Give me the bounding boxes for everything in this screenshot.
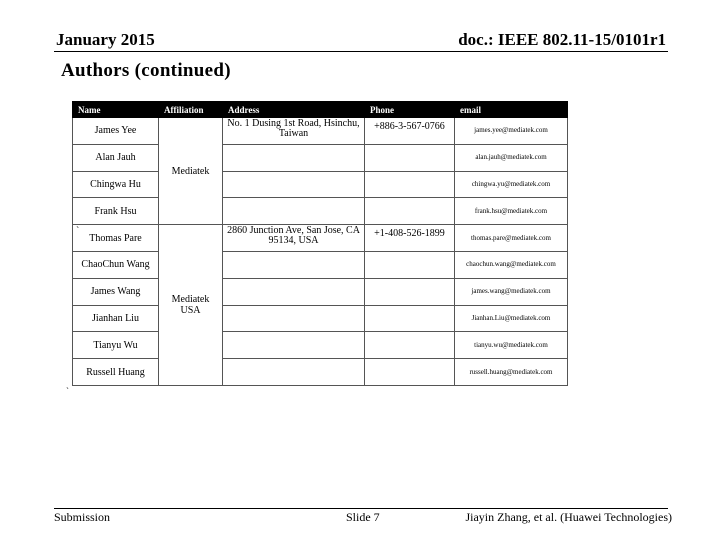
table-header-row <box>73 102 568 118</box>
email-cell: james.wang@mediatek.com <box>455 278 568 305</box>
address-cell <box>223 359 365 386</box>
table-row <box>73 251 568 278</box>
author-name: James Wang <box>73 278 159 305</box>
address-cell <box>223 332 365 359</box>
header-rule <box>54 51 668 52</box>
address-cell: No. 1 Dusing 1st Road, Hsinchu, Taiwan <box>223 118 365 145</box>
authors-table <box>72 101 568 386</box>
address-cell <box>223 144 365 171</box>
table-row <box>73 144 568 171</box>
table-row <box>73 171 568 198</box>
phone-cell <box>365 198 455 225</box>
stray-mark: ` <box>66 386 69 396</box>
address-cell: 2860 Junction Ave, San Jose, CA 95134, USA <box>223 225 365 252</box>
email-cell: Jianhan.Liu@mediatek.com <box>455 305 568 332</box>
table-row <box>73 332 568 359</box>
author-name: Alan Jauh <box>73 144 159 171</box>
table-row <box>73 118 568 145</box>
phone-cell <box>365 251 455 278</box>
table-row <box>73 198 568 225</box>
email-cell: tianyu.wu@mediatek.com <box>455 332 568 359</box>
author-name: Chingwa Hu <box>73 171 159 198</box>
column-header-address: Address <box>223 102 365 118</box>
slide-title: Authors (continued) <box>61 60 231 81</box>
table-row <box>73 225 568 252</box>
address-cell <box>223 251 365 278</box>
phone-cell <box>365 359 455 386</box>
address-cell <box>223 171 365 198</box>
table-row <box>73 278 568 305</box>
footer-rule <box>54 508 668 509</box>
phone-cell <box>365 332 455 359</box>
email-cell: russell.huang@mediatek.com <box>455 359 568 386</box>
author-name: Frank Hsu <box>73 198 159 225</box>
address-cell <box>223 305 365 332</box>
footer-slide-number: Slide 7 <box>346 510 380 524</box>
phone-cell <box>365 278 455 305</box>
table-row <box>73 359 568 386</box>
email-cell: chingwa.yu@mediatek.com <box>455 171 568 198</box>
affiliation-cell: Mediatek <box>159 118 223 225</box>
table-row <box>73 305 568 332</box>
email-cell: chaochun.wang@mediatek.com <box>455 251 568 278</box>
column-header-affiliation: Affiliation <box>159 102 223 118</box>
phone-cell <box>365 171 455 198</box>
author-name: Thomas Pare <box>73 225 159 252</box>
header-doc-id: doc.: IEEE 802.11-15/0101r1 <box>458 30 666 49</box>
author-name: Jianhan Liu <box>73 305 159 332</box>
phone-cell: +886-3-567-0766 <box>365 118 455 145</box>
email-cell: frank.hsu@mediatek.com <box>455 198 568 225</box>
email-cell: alan.jauh@mediatek.com <box>455 144 568 171</box>
column-header-phone: Phone <box>365 102 455 118</box>
address-cell <box>223 198 365 225</box>
author-name: James Yee <box>73 118 159 145</box>
column-header-email: email <box>455 102 568 118</box>
author-name: ChaoChun Wang <box>73 251 159 278</box>
email-cell: james.yee@mediatek.com <box>455 118 568 145</box>
phone-cell <box>365 305 455 332</box>
author-name: Russell Huang <box>73 359 159 386</box>
phone-cell: +1-408-526-1899 <box>365 225 455 252</box>
footer-authors: Jiayin Zhang, et al. (Huawei Technologies) <box>465 510 672 524</box>
address-cell <box>223 278 365 305</box>
affiliation-cell: Mediatek USA <box>159 225 223 386</box>
authors-table-container <box>72 101 567 385</box>
column-header-name: Name <box>73 102 159 118</box>
header-date: January 2015 <box>56 30 155 49</box>
footer-submission: Submission <box>54 510 111 524</box>
stray-mark: ` <box>76 226 80 237</box>
author-name: Tianyu Wu <box>73 332 159 359</box>
email-cell: thomas.pare@mediatek.com <box>455 225 568 252</box>
phone-cell <box>365 144 455 171</box>
